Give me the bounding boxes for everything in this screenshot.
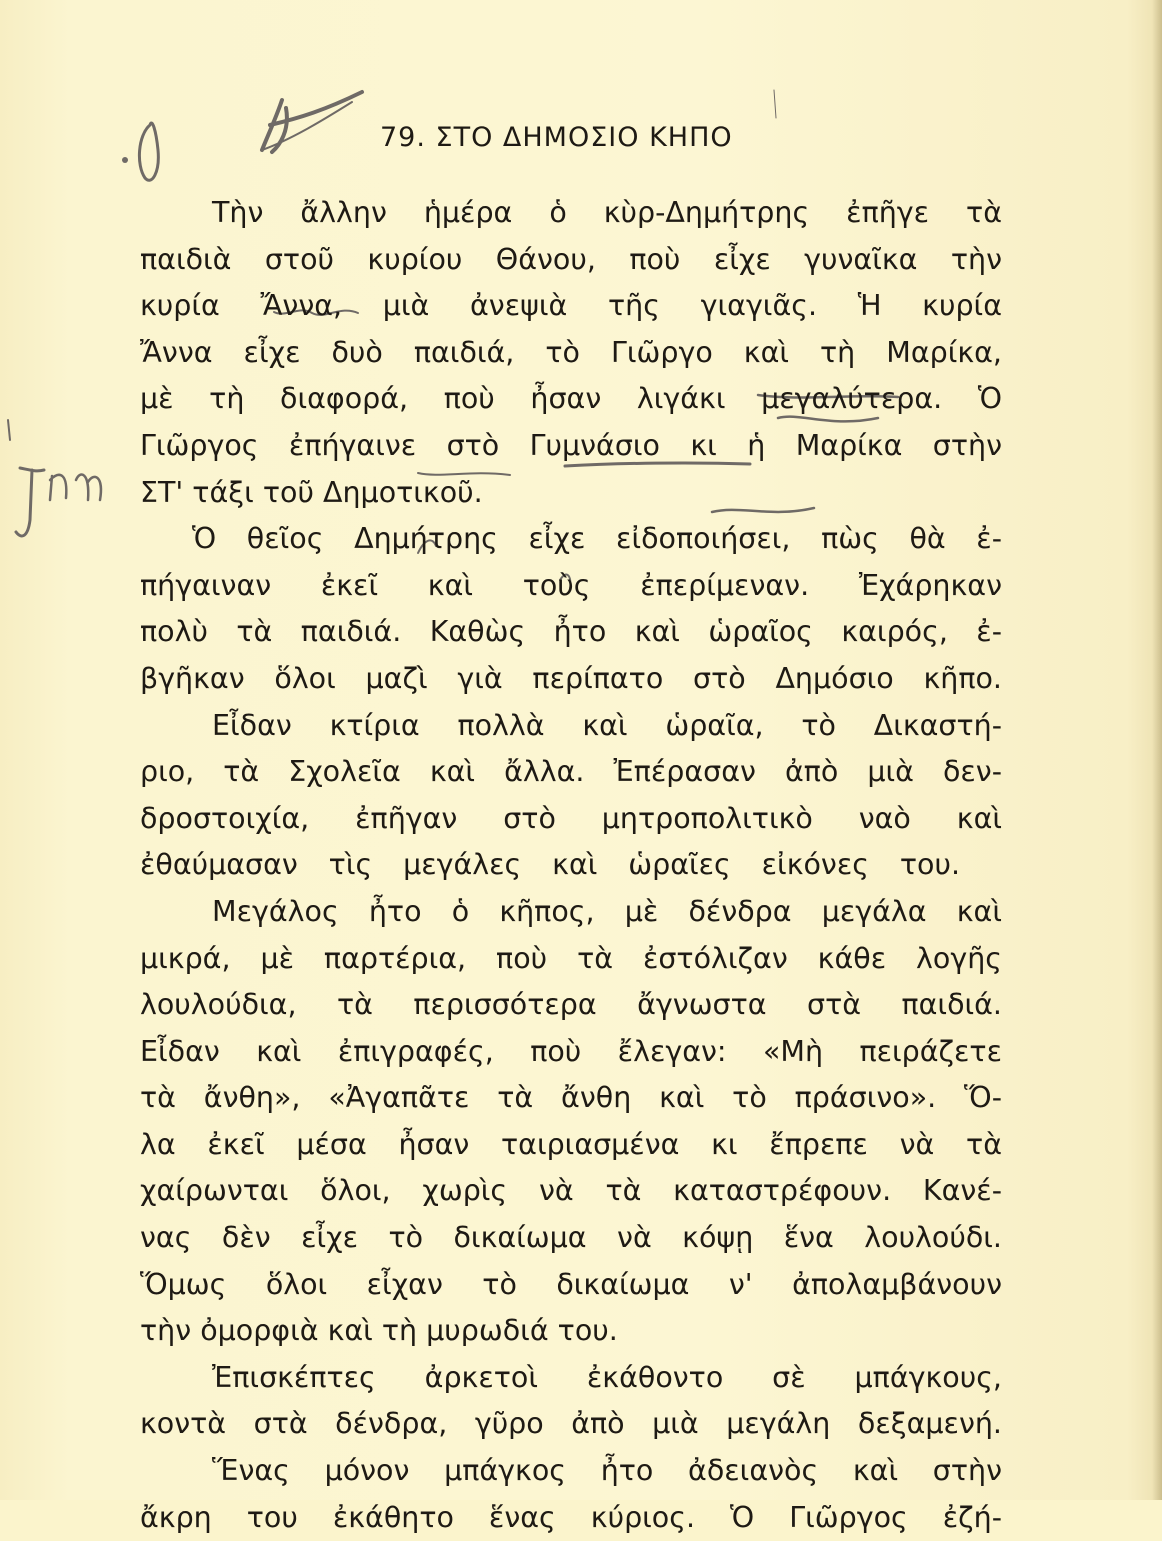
text-line: Ἄννα εἶχε δυὸ παιδιά, τὸ Γιῶργο καὶ τὴ Μαρίκα, bbox=[140, 335, 1002, 369]
text-line: Ὁ θεῖος Δημήτρης εἶχε εἰδοποιήσει, πὼς θὰ ἐ- bbox=[192, 522, 1002, 556]
body-text bbox=[140, 190, 1002, 1541]
text-line: μὲ τὴ διαφορά, ποὺ ἦσαν λιγάκι μεγαλύτερα. Ὁ bbox=[140, 382, 1002, 416]
text-line: τὰ ἄνθη», «Ἀγαπᾶτε τὰ ἄνθη καὶ τὸ πράσινο». Ὅ- bbox=[140, 1081, 1002, 1115]
text-line: παιδιὰ στοῦ κυρίου Θάνου, ποὺ εἶχε γυναῖκα τὴν bbox=[140, 242, 1002, 276]
text-line: Ὅμως ὅλοι εἶχαν τὸ δικαίωμα ν' ἀπολαμβάνουν bbox=[140, 1267, 1002, 1301]
paragraph-3 bbox=[140, 703, 1002, 889]
page-title: 79. ΣΤΟ ΔΗΜΟΣΙΟ ΚΗΠΟ bbox=[380, 122, 733, 153]
text-line: Τὴν ἄλλην ἡμέρα ὁ κὺρ-Δημήτρης ἐπῆγε τὰ bbox=[212, 196, 1002, 229]
text-line: κυρία Ἄννα, μιὰ ἀνεψιὰ τῆς γιαγιᾶς. Ἡ κυρία bbox=[140, 289, 1002, 323]
text-line: Μεγάλος ἦτο ὁ κῆπος, μὲ δένδρα μεγάλα καὶ bbox=[212, 894, 1002, 928]
text-line: βγῆκαν ὅλοι μαζὶ γιὰ περίπατο στὸ Δημόσιο κῆπο. bbox=[140, 661, 1002, 695]
text-line: Εἶδαν κτίρια πολλὰ καὶ ὡραῖα, τὸ Δικαστή- bbox=[212, 708, 1002, 742]
paragraph-4 bbox=[140, 889, 1002, 1355]
text-line: πήγαιναν ἐκεῖ καὶ τοὺς ἐπερίμεναν. Ἐχάρηκαν bbox=[140, 568, 1002, 602]
text-line: κοντὰ στὰ δένδρα, γῦρο ἀπὸ μιὰ μεγάλη δεξαμενή. bbox=[140, 1407, 1002, 1441]
text-line: λα ἐκεῖ μέσα ἦσαν ταιριασμένα κι ἔπρεπε νὰ τὰ bbox=[140, 1127, 1002, 1161]
text-line: δροστοιχία, ἐπῆγαν στὸ μητροπολιτικὸ ναὸ καὶ bbox=[140, 801, 1002, 835]
text-line: πολὺ τὰ παιδιά. Καθὼς ἦτο καὶ ὡραῖος καιρός, ἐ- bbox=[140, 615, 1002, 649]
page-edge-shadow bbox=[1152, 0, 1162, 1500]
paragraph-2 bbox=[140, 516, 1002, 702]
text-line: νας δὲν εἶχε τὸ δικαίωμα νὰ κόψῃ ἕνα λουλούδι. bbox=[140, 1221, 1002, 1255]
paragraph-5 bbox=[140, 1355, 1002, 1448]
text-line: ΣΤ' τάξι τοῦ Δημοτικοῦ. bbox=[140, 475, 483, 509]
paragraph-6 bbox=[140, 1448, 1002, 1541]
text-line: μικρά, μὲ παρτέρια, ποὺ τὰ ἐστόλιζαν κάθε λογῆς bbox=[140, 941, 1002, 975]
text-line: λουλούδια, τὰ περισσότερα ἄγνωστα στὰ παιδιά. bbox=[140, 988, 1002, 1022]
text-line: τὴν ὀμορφιὰ καὶ τὴ μυρωδιά του. bbox=[140, 1314, 618, 1348]
text-line: Ἐπισκέπτες ἀρκετοὶ ἐκάθοντο σὲ μπάγκους, bbox=[212, 1360, 1002, 1394]
paragraph-1 bbox=[140, 190, 1002, 516]
text-line: Εἶδαν καὶ ἐπιγραφές, ποὺ ἔλεγαν: «Μὴ πειράζετε bbox=[140, 1034, 1002, 1068]
text-line: ριο, τὰ Σχολεῖα καὶ ἄλλα. Ἐπέρασαν ἀπὸ μιὰ δεν- bbox=[140, 755, 1002, 789]
text-line: ἐθαύμασαν τὶς μεγάλες καὶ ὡραῖες εἰκόνες του. bbox=[140, 848, 960, 882]
text-line: ἄκρη του ἐκάθητο ἕνας κύριος. Ὁ Γιῶργος ἐζή- bbox=[140, 1500, 1002, 1534]
text-line: χαίρωνται ὅλοι, χωρὶς νὰ τὰ καταστρέφουν. Κανέ- bbox=[140, 1174, 1002, 1208]
text-line: Ἕνας μόνον μπάγκος ἦτο ἀδειανὸς καὶ στὴν bbox=[212, 1454, 1002, 1488]
text-line: Γιῶργος ἐπήγαινε στὸ Γυμνάσιο κι ἡ Μαρίκα στὴν bbox=[140, 428, 1002, 462]
